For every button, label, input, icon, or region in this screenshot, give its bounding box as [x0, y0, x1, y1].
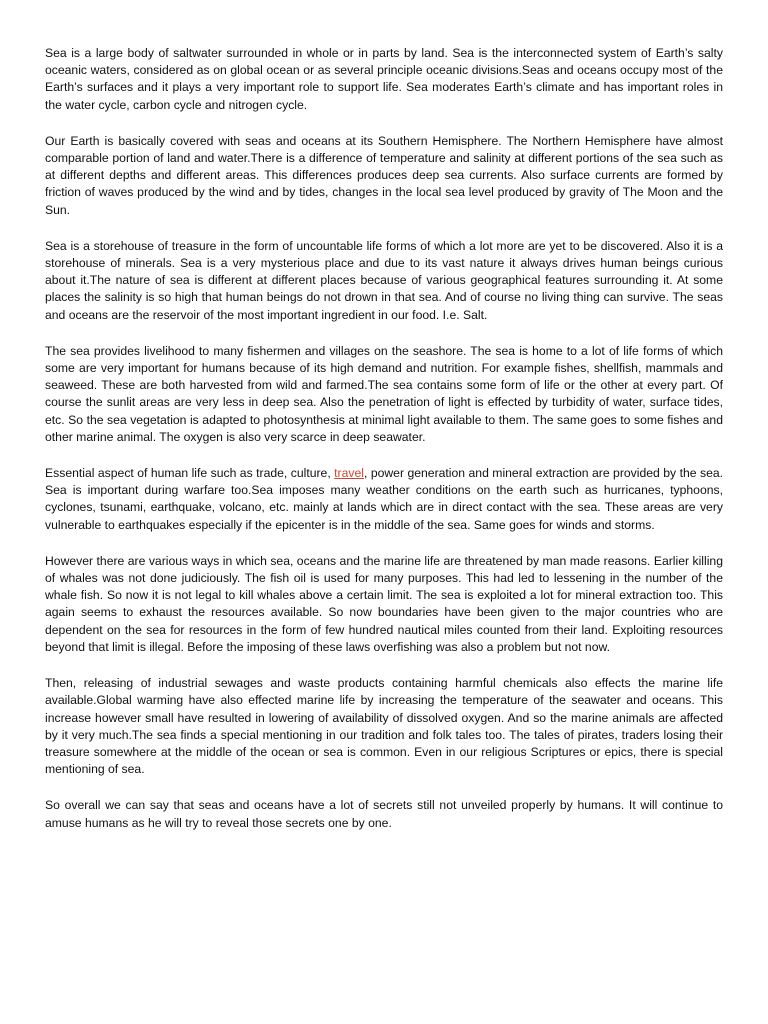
paragraph-5-text-after: , power generation and mineral extraction are provided by the sea. Sea is important during warfare too.Sea imposes many weather conditions on the earth such as hurricanes, typhoons, cyclones, tsunami, earthquake, volcano, etc. mainly at lands which are in direct contact with the sea. These areas are very vulnerable to earthquakes especially if the epicenter is in the middle of the sea. Same goes for winds and storms. — [45, 466, 724, 532]
paragraph-3: Sea is a storehouse of treasure in the form of uncountable life forms of which a lot more are yet to be discovered. Also it is a storehouse of minerals. Sea is a very mysterious place and due to its vast nature it always drives human beings curious about it.The nature of sea is different at different places because of various geographical features surrounding it. At some places the salinity is so high that human beings do not drown in that sea. And of course no living thing can survive. The seas and oceans are the reservoir of the most important ingredient in our food. I.e. Salt. — [45, 238, 723, 322]
paragraph-5 — [45, 465, 723, 534]
paragraph-2: Our Earth is basically covered with seas and oceans at its Southern Hemisphere. The Northern Hemisphere have almost comparable portion of land and water.There is a difference of temperature and salinity at different portions of the sea such as at different depths and different areas. This differences produces deep sea currents. Also surface currents are formed by friction of waves produced by the wind and by tides, changes in the local sea level produced by gravity of The Moon and the Sun. — [45, 133, 723, 217]
paragraph-7: Then, releasing of industrial sewages and waste products containing harmful chemicals also effects the marine life available.Global warming have also effected marine life by increasing the temperature of the seawater and oceans. This increase however small have resulted in lowering of availability of dissolved oxygen. And so the marine animals are affected by it very much.The sea finds a special mentioning in our tradition and folk tales too. The tales of pirates, traders losing their treasure somewhere at the middle of the ocean or sea is common. Even in our religious Scriptures or epics, there is special mentioning of sea. — [45, 676, 723, 777]
travel-link[interactable]: travel — [334, 466, 364, 481]
paragraph-5-text-before: Essential aspect of human life such as trade, culture, — [45, 466, 335, 481]
paragraph-1: Sea is a large body of saltwater surrounded in whole or in parts by land. Sea is the interconnected system of Earth’s salty oceanic waters, considered as on global ocean or as several principle oceanic divisions.Seas and oceans occupy most of the Earth’s surfaces and it plays a very important role to support life. Sea moderates Earth’s climate and has important roles in the water cycle, carbon cycle and nitrogen cycle. — [45, 46, 723, 112]
paragraph-4: The sea provides livelihood to many fishermen and villages on the seashore. The sea is home to a lot of life forms of which some are very important for humans because of its high demand and nutrition. For example fishes, shellfish, mammals and seaweed. These are both harvested from wild and farmed.The sea contains some form of life or the other at every part. Of course the sunlit areas are very less in deep sea. Also the penetration of light is effected by turbidity of water, surface tides, etc. So the sea vegetation is adapted to photosynthesis at minimal light available to them. The same goes to some fishes and other marine animal. The oxygen is also very scarce in deep seawater. — [45, 343, 723, 444]
document-body — [45, 45, 723, 851]
paragraph-8: So overall we can say that seas and oceans have a lot of secrets still not unveiled properly by humans. It will continue to amuse humans as he will try to reveal those secrets one by one. — [45, 798, 723, 830]
paragraph-6: However there are various ways in which sea, oceans and the marine life are threatened by man made reasons. Earlier killing of whales was not done judiciously. The fish oil is used for many purposes. This had led to lessening in the number of the whale fish. So now it is not legal to kill whales above a certain limit. The sea is exploited a lot for mineral extraction too. This again seems to exhaust the resources available. So now boundaries have been given to the major countries who are dependent on the sea for resources in the form of few hundred nautical miles counted from their land. Exploiting resources beyond that limit is illegal. Before the imposing of these laws overfishing was also a problem but not now. — [45, 553, 723, 654]
